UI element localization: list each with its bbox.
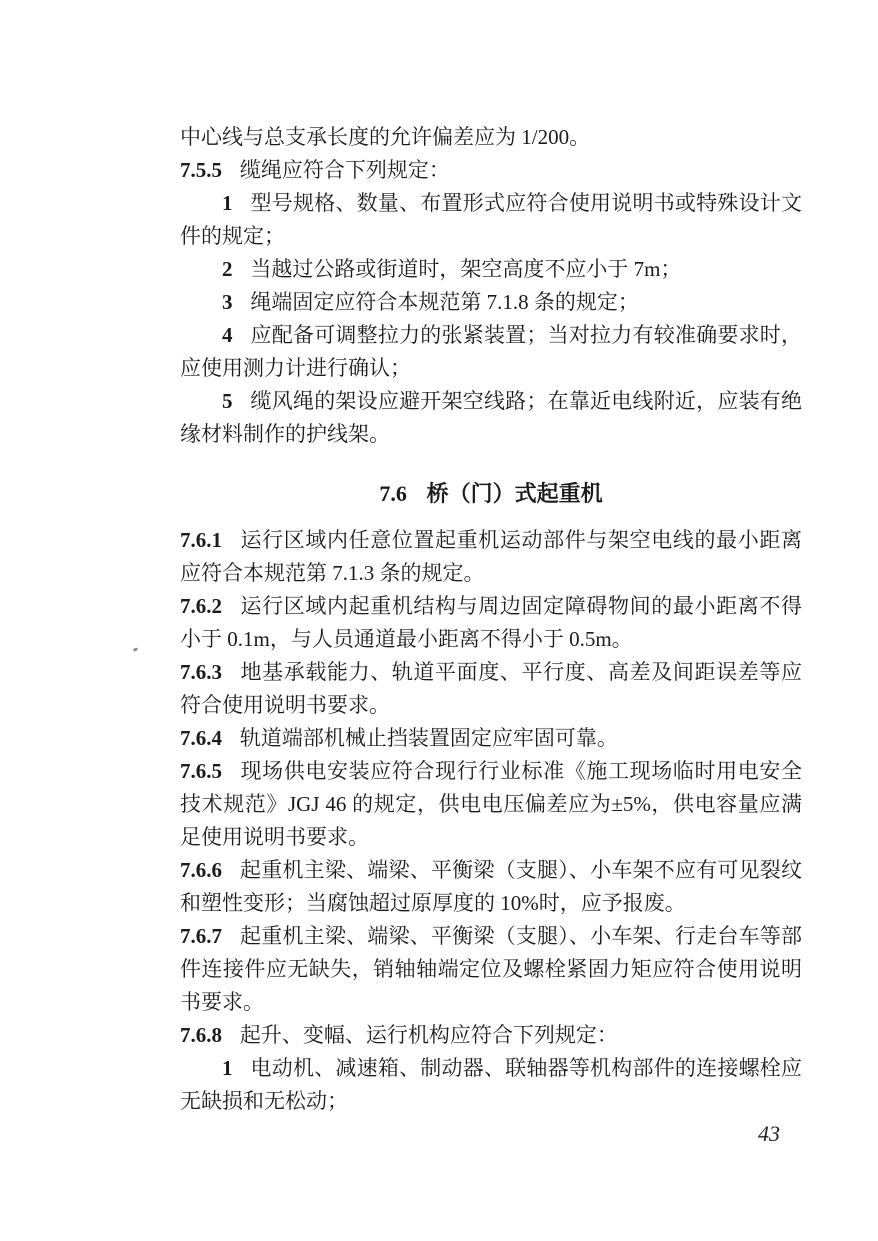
- item-number: 4: [222, 323, 233, 347]
- paragraph-continuation: [180, 121, 802, 154]
- clause-text: 起重机主梁、端梁、平衡梁（支腿）、小车架不应有可见裂纹和塑性变形；当腐蚀超过原厚度的 10%时，应予报废。: [180, 858, 802, 915]
- clause-7-6-2: [180, 590, 802, 656]
- item-number: 3: [222, 290, 233, 314]
- item-text: 应配备可调整拉力的张紧装置；当对拉力有较准确要求时，应使用测力计进行确认；: [180, 323, 802, 380]
- text-block: [180, 121, 802, 1118]
- item-number: 1: [222, 191, 233, 215]
- page-number: 43: [758, 1121, 780, 1146]
- item-number: 2: [222, 257, 233, 281]
- clause-7-6-6: [180, 854, 802, 920]
- clause-text: 运行区域内起重机结构与周边固定障碍物间的最小距离不得小于 0.1m，与人员通道最小距离不得小于 0.5m。: [180, 594, 802, 651]
- section-title: 桥（门）式起重机: [426, 481, 603, 506]
- clause-text: 地基承载能力、轨道平面度、平行度、高差及间距误差等应符合使用说明书要求。: [180, 660, 802, 717]
- clause-text: 缆绳应符合下列规定：: [239, 158, 450, 182]
- clause-7-6-8: [180, 1019, 802, 1052]
- list-item-4: [180, 319, 802, 385]
- item-text: 电动机、减速箱、制动器、联轴器等机构部件的连接螺栓应无缺损和无松动；: [180, 1056, 802, 1113]
- item-number: 5: [222, 389, 233, 413]
- clause-7-5-5: [180, 154, 802, 187]
- list-item-1: [180, 187, 802, 253]
- clause-7-6-3: [180, 656, 802, 722]
- paragraph-text: 中心线与总支承长度的允许偏差应为 1/200。: [180, 125, 591, 149]
- clause-text: 轨道端部机械止挡装置固定应牢固可靠。: [239, 726, 618, 750]
- clause-text: 现场供电安装应符合现行行业标准《施工现场临时用电安全技术规范》JGJ 46 的规定，供电电压偏差应为±5%，供电容量应满足使用说明书要求。: [180, 759, 802, 849]
- clause-number: 7.5.5: [180, 158, 222, 182]
- list-item-1-768: [180, 1052, 802, 1118]
- clause-number: 7.6.7: [180, 924, 222, 948]
- item-text: 当越过公路或街道时，架空高度不应小于 7m；: [250, 257, 682, 281]
- clause-7-6-5: [180, 755, 802, 854]
- clause-text: 运行区域内任意位置起重机运动部件与架空电线的最小距离应符合本规范第 7.1.3 条的规定。: [180, 528, 802, 585]
- section-heading: [180, 477, 802, 510]
- item-text: 型号规格、数量、布置形式应符合使用说明书或特殊设计文件的规定；: [180, 191, 802, 248]
- item-text: 绳端固定应符合本规范第 7.1.8 条的规定；: [250, 290, 639, 314]
- item-number: 1: [222, 1056, 233, 1080]
- clause-number: 7.6.4: [180, 726, 222, 750]
- clause-number: 7.6.6: [180, 858, 222, 882]
- clause-number: 7.6.5: [180, 759, 222, 783]
- section-number: 7.6: [379, 481, 407, 506]
- item-text: 缆风绳的架设应避开架空线路；在靠近电线附近，应装有绝缘材料制作的护线架。: [180, 389, 802, 446]
- clause-7-6-4: [180, 722, 802, 755]
- list-item-2: [180, 253, 802, 286]
- list-item-3: [180, 286, 802, 319]
- clause-number: 7.6.8: [180, 1023, 222, 1047]
- clause-text: 起升、变幅、运行机构应符合下列规定：: [239, 1023, 618, 1047]
- clause-number: 7.6.2: [180, 594, 222, 618]
- clause-number: 7.6.1: [180, 528, 222, 552]
- clause-number: 7.6.3: [180, 660, 222, 684]
- clause-7-6-7: [180, 920, 802, 1019]
- clause-text: 起重机主梁、端梁、平衡梁（支腿）、小车架、行走台车等部件连接件应无缺失，销轴轴端定位及螺栓紧固力矩应符合使用说明书要求。: [180, 924, 802, 1014]
- clause-7-6-1: [180, 524, 802, 590]
- scan-speck-artifact: [133, 647, 139, 652]
- list-item-5: [180, 385, 802, 451]
